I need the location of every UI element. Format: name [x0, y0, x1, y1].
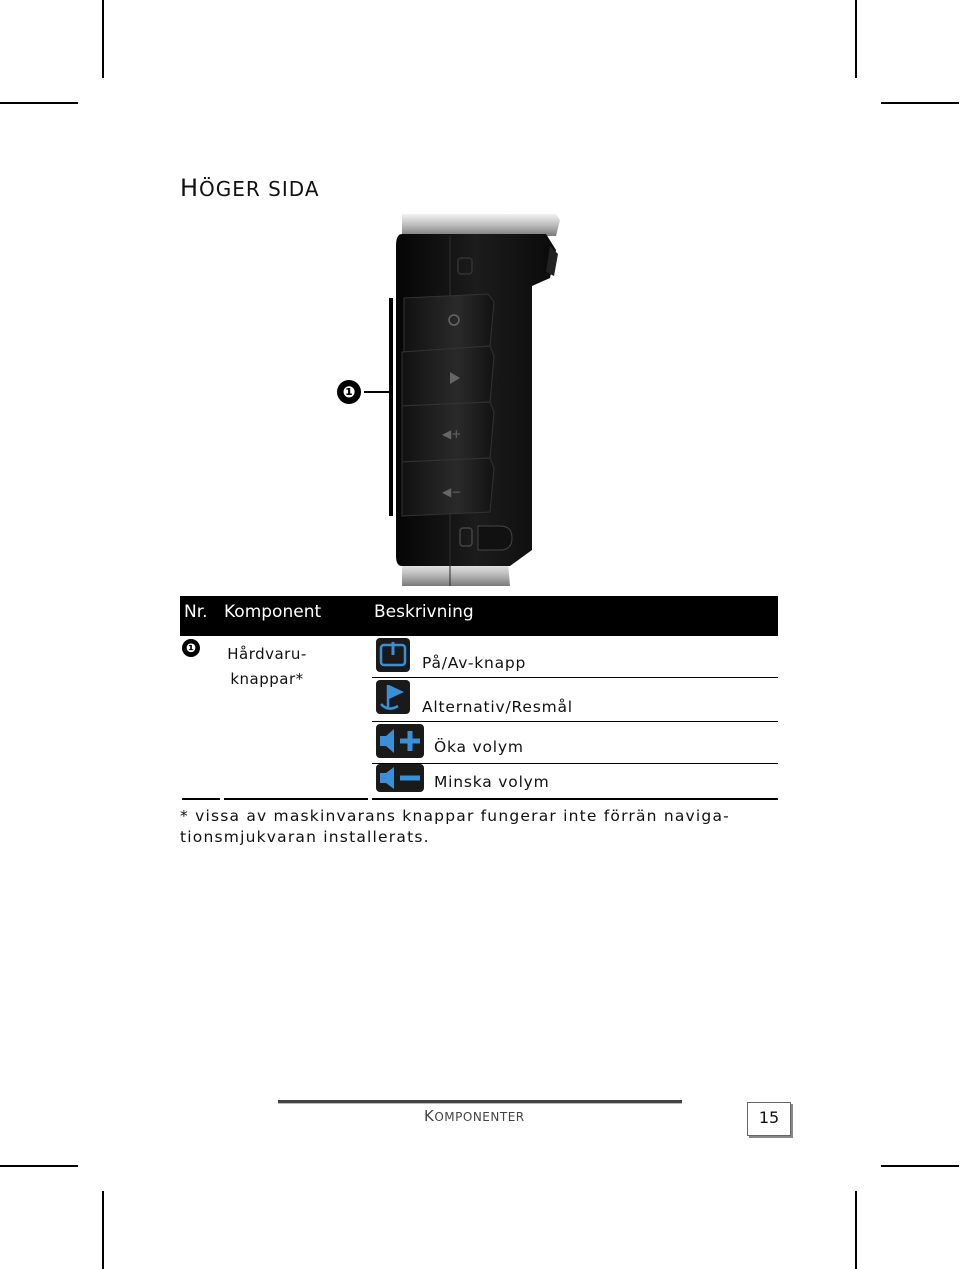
page-number: 15: [747, 1102, 791, 1136]
volume-down-icon: [376, 764, 424, 792]
volume-down-button-illustration: [402, 458, 494, 516]
footer-label-initial: K: [424, 1107, 435, 1125]
callout-bracket: [389, 298, 393, 516]
device-side-illustration: [380, 206, 580, 590]
item-label: Alternativ/Resmål: [422, 698, 573, 716]
item-label: På/Av-knapp: [422, 654, 527, 672]
section-title: [180, 174, 320, 202]
footer-chapter-label: [424, 1107, 525, 1125]
footnote: [180, 806, 760, 848]
row-number: ❶: [182, 639, 200, 657]
item-label: Öka volym: [434, 738, 524, 756]
flag-icon: [376, 680, 410, 714]
header-component: Komponent: [224, 602, 322, 622]
crop-mark: [855, 1191, 857, 1269]
header-description: Beskrivning: [374, 602, 474, 622]
crop-mark: [855, 0, 857, 78]
crop-mark: [0, 102, 78, 104]
volume-up-button-illustration: [402, 402, 494, 462]
crop-mark: [102, 1191, 104, 1269]
footer-rule: [278, 1100, 682, 1104]
component-table: [180, 596, 778, 636]
volume-up-icon: [376, 724, 424, 758]
row-component: [212, 642, 322, 692]
footnote-line1: * vissa av maskinvarans knappar fungerar inte förrän naviga-: [180, 807, 730, 825]
table-bottom-rule: [372, 798, 778, 800]
callout-line: [364, 391, 390, 393]
footnote-line2: tionsmjukvaran installerats.: [180, 828, 430, 846]
section-title-initial: H: [180, 174, 200, 202]
power-button-illustration: [404, 294, 494, 352]
section-title-rest: ÖGER SIDA: [199, 177, 320, 201]
table-row: [372, 722, 778, 764]
table-bottom-rule: [224, 798, 368, 800]
crop-mark: [102, 0, 104, 78]
table-row: [372, 636, 778, 678]
svg-text:◀−: ◀−: [442, 485, 462, 499]
flag-button-illustration: [402, 346, 494, 406]
footer-label-rest: OMPONENTER: [434, 1110, 525, 1124]
table-header: [180, 596, 778, 636]
table-row: [372, 678, 778, 722]
callout-number: ❶: [337, 380, 361, 404]
header-nr: Nr.: [184, 602, 208, 622]
crop-mark: [881, 102, 959, 104]
component-line2: knappar*: [230, 670, 304, 688]
table-row: [372, 764, 778, 798]
svg-text:◀+: ◀+: [442, 427, 462, 441]
table-bottom-rule: [182, 798, 220, 800]
power-icon: [376, 638, 410, 672]
crop-mark: [0, 1165, 78, 1167]
component-line1: Hårdvaru-: [227, 645, 307, 663]
item-label: Minska volym: [434, 773, 550, 791]
crop-mark: [881, 1165, 959, 1167]
